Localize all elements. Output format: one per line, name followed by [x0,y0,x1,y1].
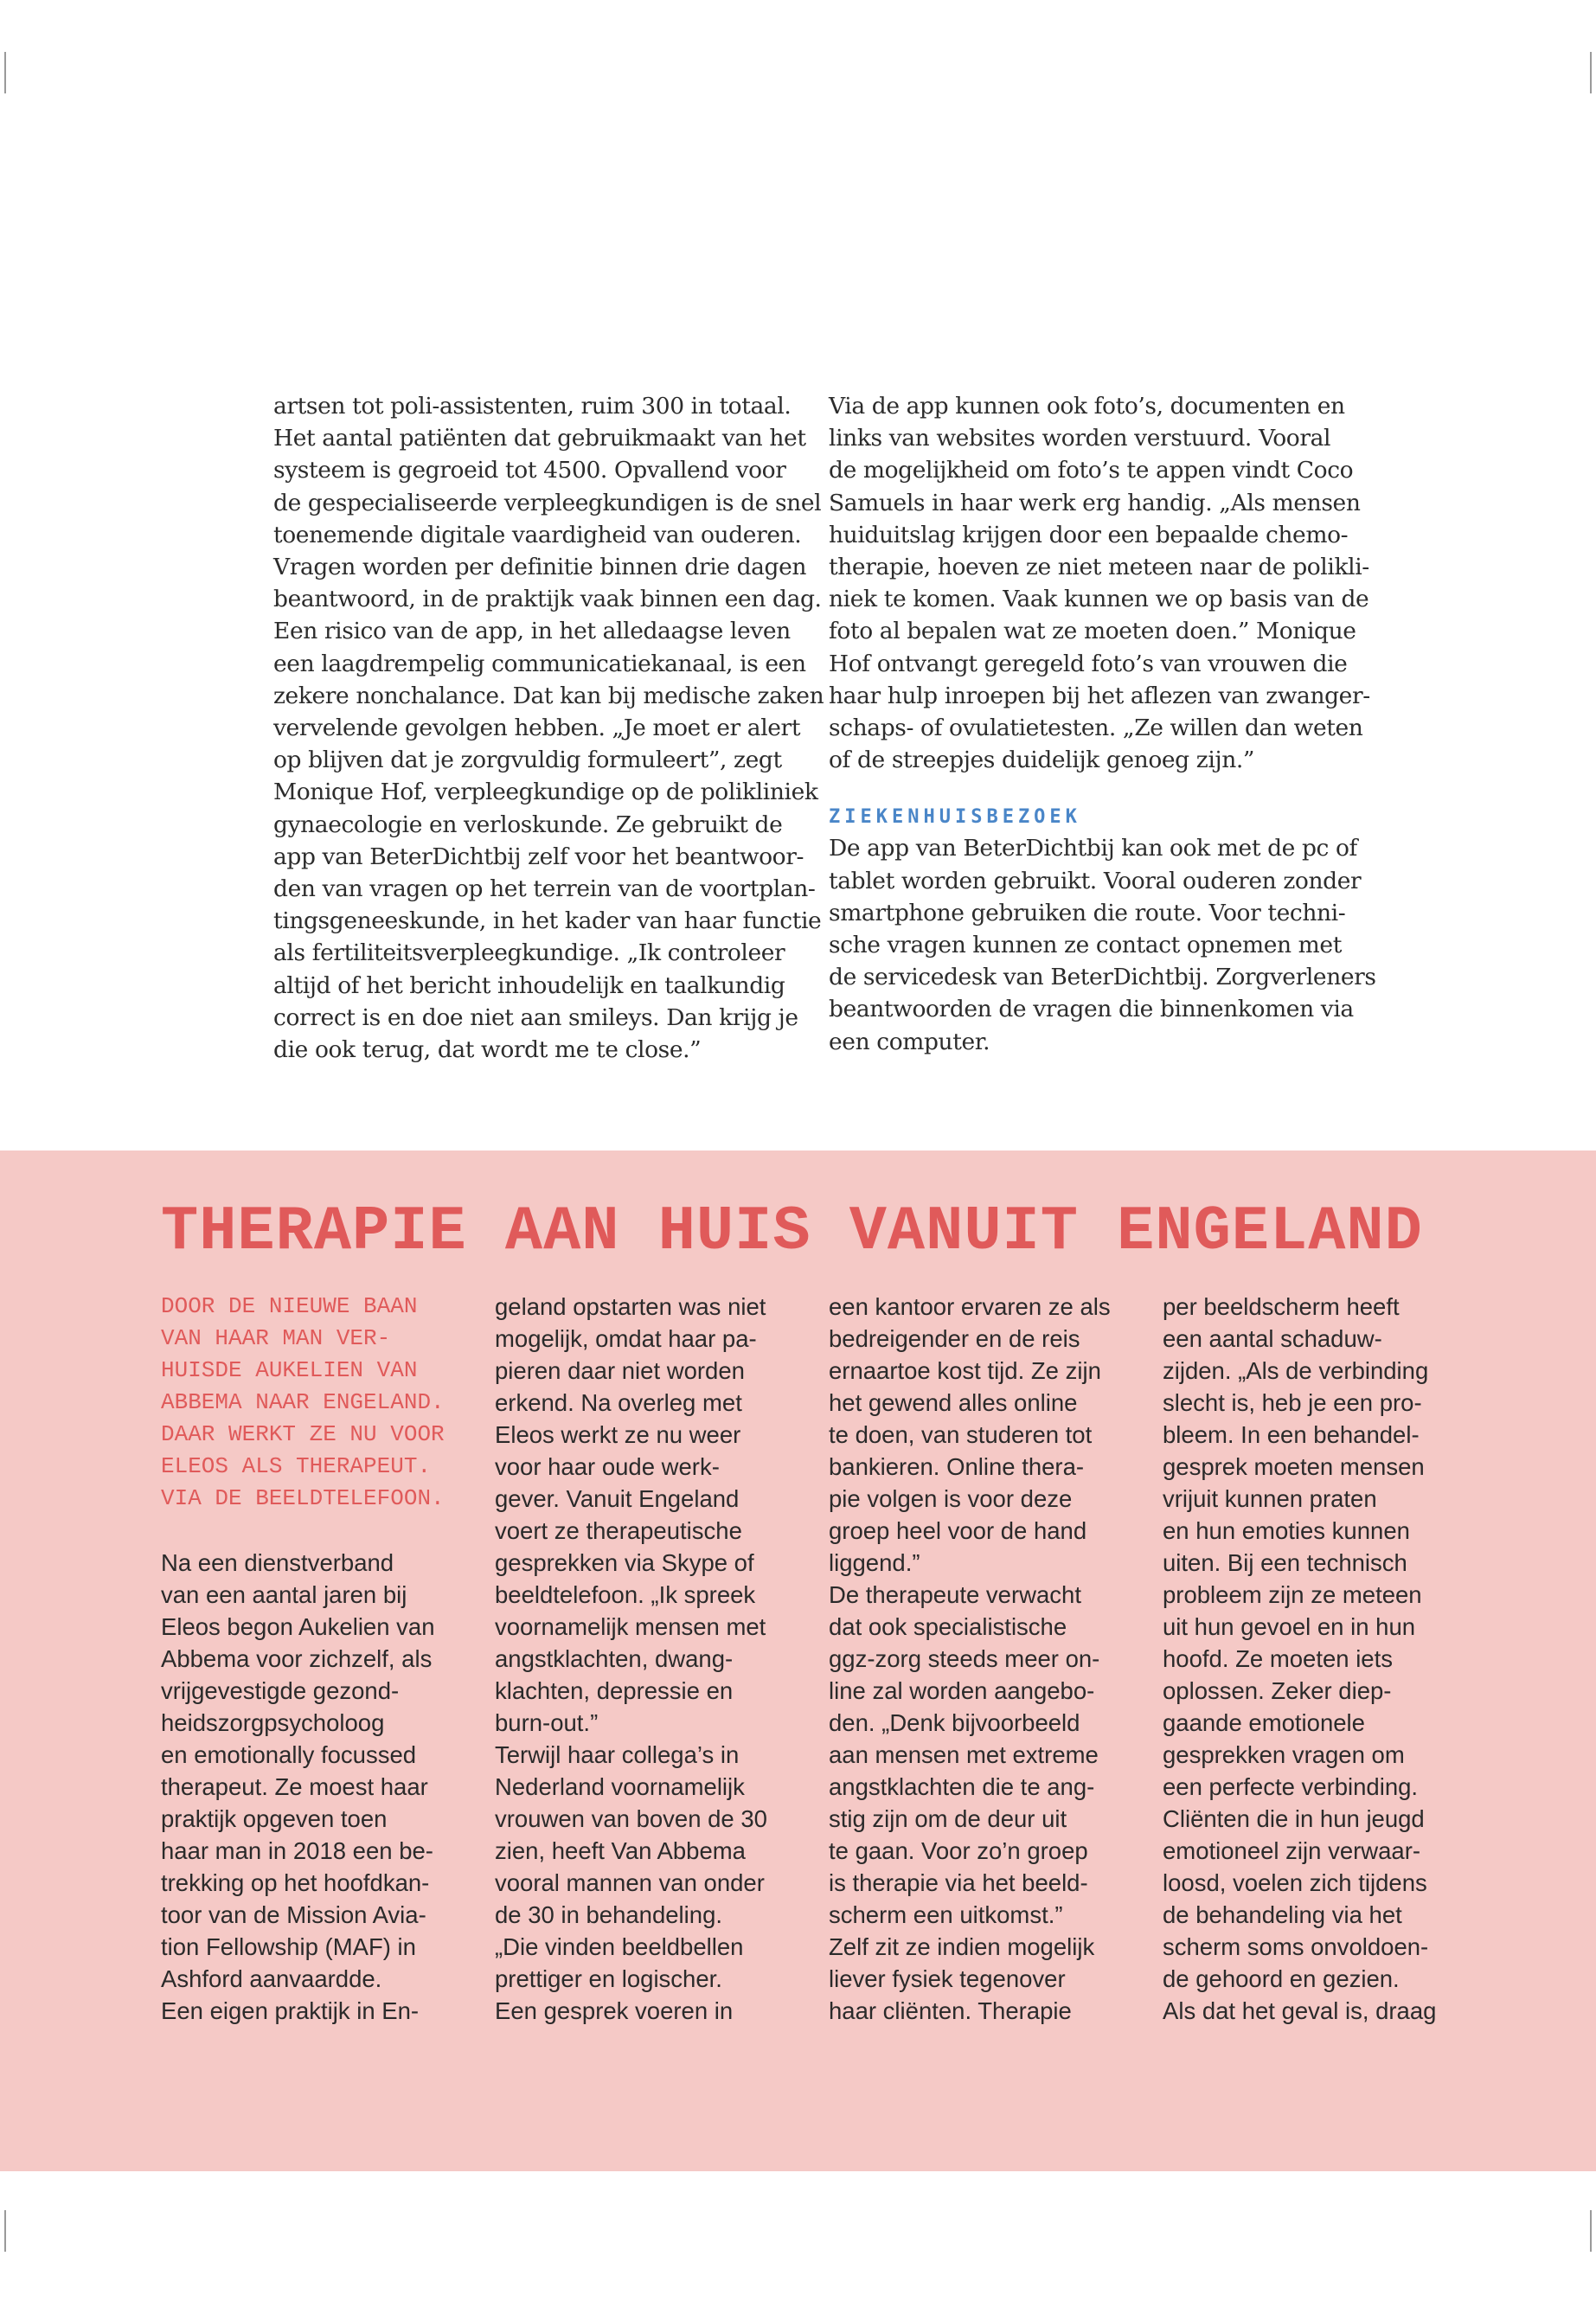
text-line: de behandeling via het [1163,1901,1402,1928]
crop-mark-bottom-right [1590,2210,1592,2252]
text-line: erkend. Na overleg met [495,1389,742,1416]
subheading-ziekenhuisbezoek: ZIEKENHUISBEZOEK [829,806,1081,829]
text-line: van een aantal jaren bij [161,1581,407,1608]
text-line: line zal worden aangebo- [829,1677,1095,1704]
text-line: scherm een uitkomst.” [829,1901,1063,1928]
text-line: de mogelijkheid om foto’s te appen vindt Coco [829,457,1354,484]
text-line: zien, heeft Van Abbema [495,1837,746,1864]
text-line: een computer. [829,1028,990,1055]
text-line: aan mensen met extreme [829,1741,1099,1768]
text-line: artsen tot poli-assistenten, ruim 300 in totaal. [273,393,792,420]
text-line: een laagdrempelig communicatiekanaal, is een [273,650,806,677]
text-line: mogelijk, omdat haar pa- [495,1325,757,1352]
text-line: geland opstarten was niet [495,1293,766,1320]
crop-mark-bottom-left [4,2210,6,2252]
text-line: Het aantal patiënten dat gebruikmaakt van het [273,425,806,452]
text-line: groep heel voor de hand [829,1517,1087,1544]
text-line: de servicedesk van BeterDichtbij. Zorgverleners [829,964,1376,991]
box-column-1 [161,1291,472,2027]
text-line: Zelf zit ze indien mogelijk [829,1933,1095,1960]
text-line: DOOR DE NIEUWE BAAN [161,1293,418,1319]
text-line: beantwoorden de vragen die binnenkomen via [829,996,1354,1023]
text-line: bankieren. Online thera- [829,1453,1085,1480]
text-line: bedreigender en de reis [829,1325,1080,1352]
text-line: therapie, hoeven ze niet meteen naar de polikli- [829,554,1369,581]
text-line: Terwijl haar collega’s in [495,1741,740,1768]
text-line: vervelende gevolgen hebben. „Je moet er alert [273,715,801,742]
text-line: voert ze therapeutische [495,1517,742,1544]
text-line: gesprek moeten mensen [1163,1453,1425,1480]
text-line: gever. Vanuit Engeland [495,1485,740,1512]
text-line: altijd of het bericht inhoudelijk en taalkundig [273,971,785,999]
text-line: Monique Hof, verpleegkundige op de polikliniek [273,779,818,806]
text-line: die ook terug, dat wordt me te close.” [273,1036,702,1064]
text-line: bleem. In een behandel- [1163,1421,1420,1448]
crop-mark-top-left [4,52,6,93]
text-line: prettiger en logischer. [495,1965,722,1992]
text-line: Een gesprek voeren in [495,1997,734,2024]
text-line: Nederland voornamelijk [495,1773,745,1800]
text-line: smartphone gebruiken die route. Voor techni- [829,899,1346,926]
text-line: voornamelijk mensen met [495,1613,766,1640]
text-line: een aantal schaduw- [1163,1325,1382,1352]
article-right-bottom [829,832,1376,1057]
text-line: hoofd. Ze moeten iets [1163,1645,1393,1672]
text-line: uiten. Bij een technisch [1163,1549,1407,1576]
text-line: zijden. „Als de verbinding [1163,1357,1429,1384]
text-line: vrouwen van boven de 30 [495,1805,767,1832]
text-line: liever fysiek tegenover [829,1965,1066,1992]
text-line: emotioneel zijn verwaar- [1163,1837,1421,1864]
text-line: slecht is, heb je een pro- [1163,1389,1422,1416]
text-line: het gewend alles online [829,1389,1078,1416]
text-line: ELEOS ALS THERAPEUT. [161,1453,432,1479]
text-line: VIA DE BEELDTELEFOON. [161,1485,445,1511]
text-line: trekking op het hoofdkan- [161,1869,430,1896]
text-line: schaps- of ovulatietesten. „Ze willen dan weten [829,715,1363,742]
text-line: pieren daar niet worden [495,1357,745,1384]
text-line: op blijven dat je zorgvuldig formuleert”, zegt [273,747,782,774]
text-line: gesprekken via Skype of [495,1549,754,1576]
box-column-3 [829,1291,1140,2027]
text-line: scherm soms onvoldoen- [1163,1933,1429,1960]
text-line: den. „Denk bijvoorbeeld [829,1709,1080,1736]
text-line: de 30 in behandeling. [495,1901,723,1928]
text-line: foto al bepalen wat ze moeten doen.” Monique [829,618,1356,645]
text-line: is therapie via het beeld- [829,1869,1088,1896]
text-line: zekere nonchalance. Dat kan bij medische zaken [273,682,824,709]
text-line: ggz-zorg steeds meer on- [829,1645,1100,1672]
text-line: beantwoord, in de praktijk vaak binnen een dag. [273,586,822,613]
text-line: klachten, depressie en [495,1677,734,1704]
text-line: praktijk opgeven toen [161,1805,388,1832]
text-line: gaande emotionele [1163,1709,1365,1736]
box-title: THERAPIE AAN HUIS VANUIT ENGELAND [161,1196,1423,1267]
text-line: te doen, van studeren tot [829,1421,1093,1448]
text-line: een kantoor ervaren ze als [829,1293,1111,1320]
text-line: tingsgeneeskunde, in het kader van haar functie [273,907,822,935]
text-line: te gaan. Voor zo’n groep [829,1837,1088,1864]
text-line: probleem zijn ze meteen [1163,1581,1422,1608]
text-line: Cliënten die in hun jeugd [1163,1805,1425,1832]
text-line: haar cliënten. Therapie [829,1997,1072,2024]
text-line: heidszorgpsycholoog [161,1709,385,1736]
text-line: beeldtelefoon. „Ik spreek [495,1581,756,1608]
text-line: Ashford aanvaardde. [161,1965,382,1992]
text-line: angstklachten die te ang- [829,1773,1095,1800]
paragraph-gap [161,1515,472,1547]
text-line: De app van BeterDichtbij kan ook met de pc of [829,835,1357,862]
text-line: tion Fellowship (MAF) in [161,1933,416,1960]
text-line: links van websites worden verstuurd. Vooral [829,425,1331,452]
text-line: Eleos begon Aukelien van [161,1613,435,1640]
text-line: stig zijn om de deur uit [829,1805,1067,1832]
text-line: voor haar oude werk- [495,1453,720,1480]
text-line: toor van de Mission Avia- [161,1901,426,1928]
text-line: „Die vinden beeldbellen [495,1933,744,1960]
text-line: burn-out.” [495,1709,599,1736]
text-line: de gespecialiseerde verpleegkundigen is de snel [273,489,822,516]
box-column-1-text [161,1547,472,2027]
text-line: vooral mannen van onder [495,1869,765,1896]
box-column-4 [1163,1291,1474,2027]
text-line: Via de app kunnen ook foto’s, documenten en [829,393,1345,420]
text-line: als fertiliteitsverpleegkundige. „Ik controleer [273,939,785,967]
text-line: niek te komen. Vaak kunnen we op basis van de [829,586,1369,613]
text-line: een perfecte verbinding. [1163,1773,1419,1800]
text-line: sche vragen kunnen ze contact opnemen met [829,932,1342,959]
text-line: toenemende digitale vaardigheid van ouderen. [273,521,802,548]
crop-mark-top-right [1590,52,1592,93]
box-lead [161,1291,472,1515]
text-line: gynaecologie en verloskunde. Ze gebruikt de [273,811,783,838]
text-line: Samuels in haar werk erg handig. „Als mensen [829,489,1361,516]
text-line: tablet worden gebruikt. Vooral ouderen zonder [829,867,1362,894]
text-line: vrijgevestigde gezond- [161,1677,400,1704]
text-line: DAAR WERKT ZE NU VOOR [161,1421,445,1447]
text-line: Een eigen praktijk in En- [161,1997,420,2024]
text-line: ABBEMA NAAR ENGELAND. [161,1389,445,1415]
text-line: liggend.” [829,1549,920,1576]
article-right-top [829,390,1370,776]
text-line: systeem is gegroeid tot 4500. Opvallend voor [273,457,786,484]
text-line: angstklachten, dwang- [495,1645,734,1672]
text-line: therapeut. Ze moest haar [161,1773,428,1800]
text-line: loosd, voelen zich tijdens [1163,1869,1427,1896]
text-line: app van BeterDichtbij zelf voor het beantwoor- [273,843,804,870]
box-column-2 [495,1291,806,2027]
text-line: en emotionally focussed [161,1741,417,1768]
text-line: en hun emoties kunnen [1163,1517,1410,1544]
text-line: pie volgen is voor deze [829,1485,1073,1512]
text-line: haar hulp inroepen bij het aflezen van zwanger- [829,682,1370,709]
text-line: den van vragen op het terrein van de voortplan- [273,875,816,903]
text-line: correct is en doe niet aan smileys. Dan krijg je [273,1003,798,1031]
text-line: huiduitslag krijgen door een bepaalde chemo- [829,521,1349,548]
text-line: De therapeute verwacht [829,1581,1081,1608]
text-line: Na een dienstverband [161,1549,394,1576]
text-line: vrijuit kunnen praten [1163,1485,1377,1512]
text-line: uit hun gevoel en in hun [1163,1613,1416,1640]
text-line: Hof ontvangt geregeld foto’s van vrouwen die [829,650,1348,677]
text-line: gesprekken vragen om [1163,1741,1405,1768]
text-line: haar man in 2018 een be- [161,1837,433,1864]
text-line: VAN HAAR MAN VER- [161,1325,391,1351]
text-line: Een risico van de app, in het alledaagse leven [273,618,791,645]
text-line: Als dat het geval is, draag [1163,1997,1437,2024]
article-left-column [273,390,824,1066]
text-line: de gehoord en gezien. [1163,1965,1400,1992]
text-line: per beeldscherm heeft [1163,1293,1400,1320]
article-right-column [829,390,1376,1058]
text-line: oplossen. Zeker diep- [1163,1677,1392,1704]
text-line: dat ook specialistische [829,1613,1067,1640]
text-line: ernaartoe kost tijd. Ze zijn [829,1357,1101,1384]
text-line: Eleos werkt ze nu weer [495,1421,741,1448]
text-line: of de streepjes duidelijk genoeg zijn.” [829,747,1255,774]
text-line: HUISDE AUKELIEN VAN [161,1357,418,1383]
text-line: Vragen worden per definitie binnen drie dagen [273,554,807,581]
text-line: Abbema voor zichzelf, als [161,1645,433,1672]
